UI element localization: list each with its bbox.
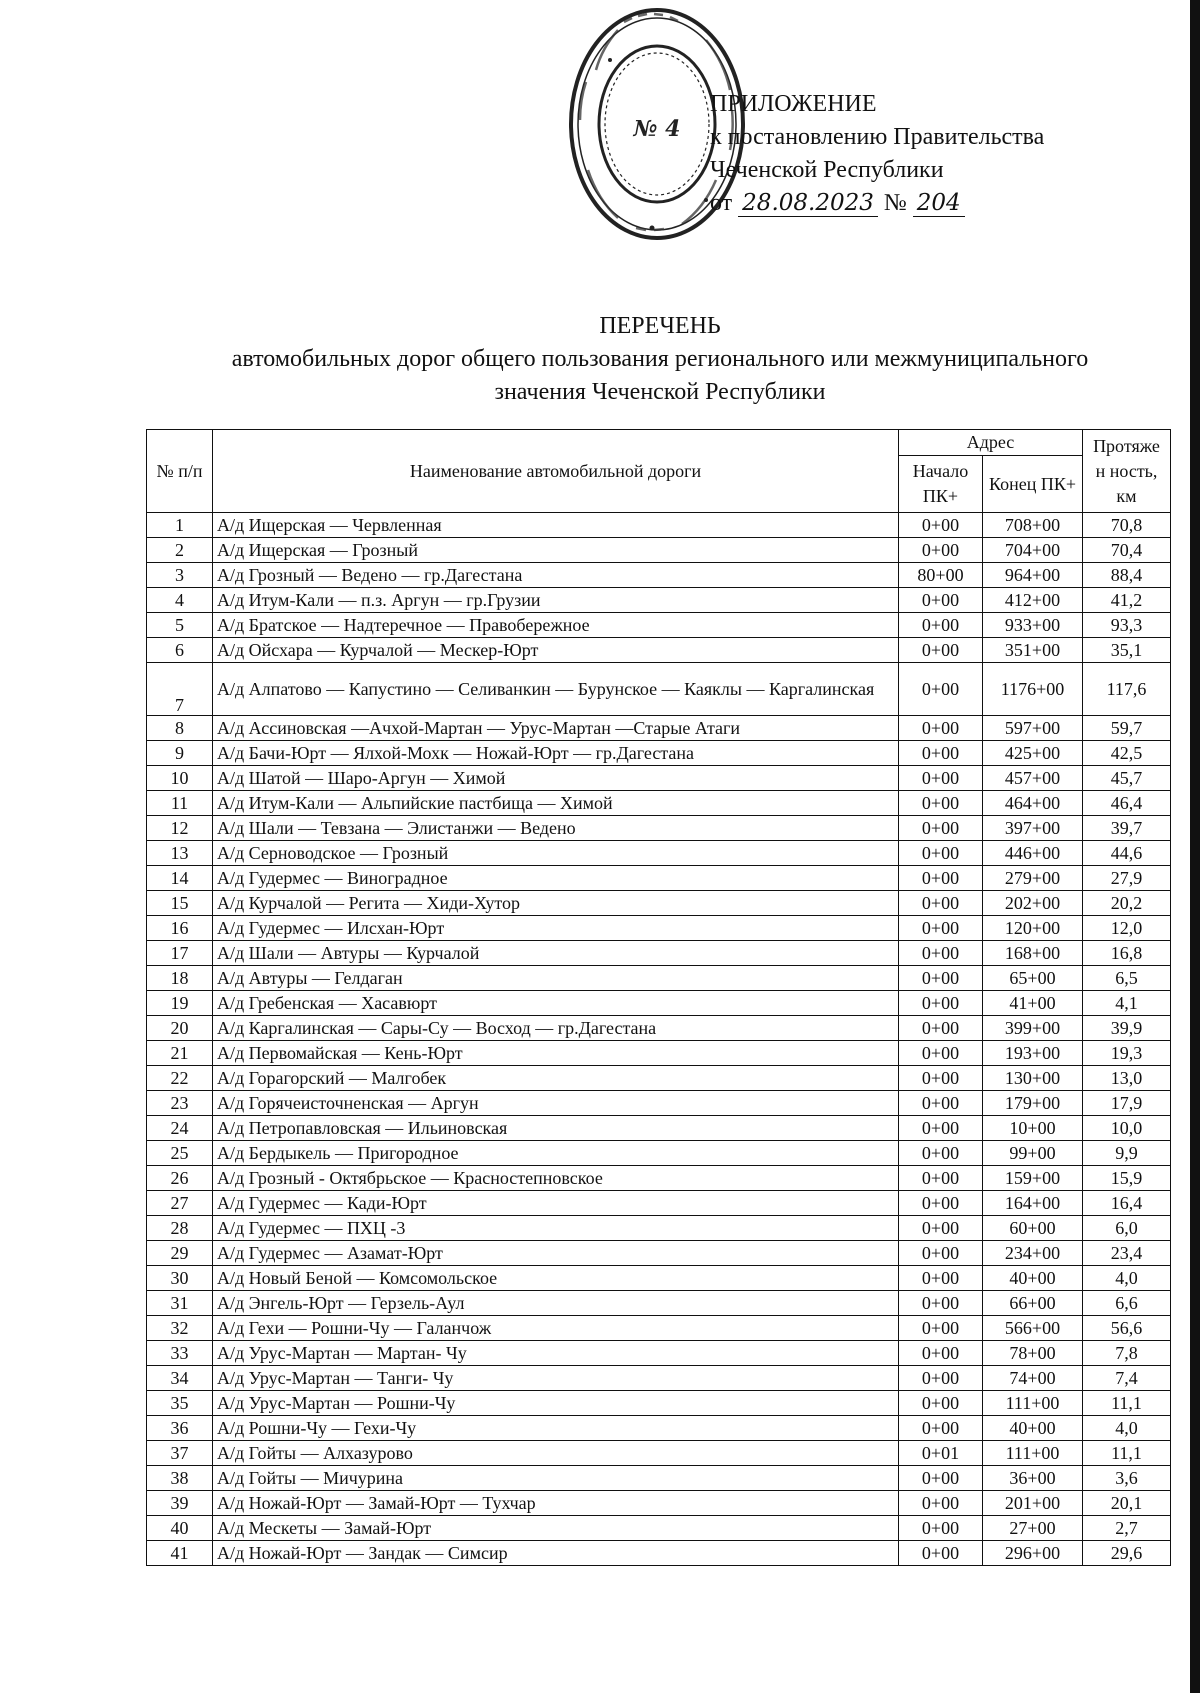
end-pk: 457+00 [983, 766, 1083, 791]
handwritten-date: 28.08.2023 [738, 190, 878, 217]
row-number: 14 [147, 866, 213, 891]
start-pk: 0+00 [899, 1016, 983, 1041]
row-number: 15 [147, 891, 213, 916]
end-pk: 446+00 [983, 841, 1083, 866]
end-pk: 201+00 [983, 1491, 1083, 1516]
end-pk: 60+00 [983, 1216, 1083, 1241]
header-number: № п/п [147, 430, 213, 513]
road-name: А/д Гойты — Алхазурово [213, 1441, 899, 1466]
table-row [147, 816, 1171, 841]
start-pk: 0+00 [899, 766, 983, 791]
row-number: 29 [147, 1241, 213, 1266]
table-row [147, 1341, 1171, 1366]
length-km: 6,6 [1083, 1291, 1171, 1316]
appendix-subtitle: к постановлению Правительства [710, 124, 1045, 150]
header-address: Адрес [899, 430, 1083, 456]
end-pk: 397+00 [983, 816, 1083, 841]
start-pk: 0+00 [899, 1166, 983, 1191]
table-row [147, 1291, 1171, 1316]
end-pk: 111+00 [983, 1441, 1083, 1466]
start-pk: 0+00 [899, 916, 983, 941]
road-name: А/д Ищерская — Грозный [213, 538, 899, 563]
roads-table-body [147, 513, 1171, 1566]
table-row [147, 1391, 1171, 1416]
road-name: А/д Гудермес — Виноградное [213, 866, 899, 891]
start-pk: 0+00 [899, 638, 983, 663]
road-name: А/д Шатой — Шаро-Аргун — Химой [213, 766, 899, 791]
road-name: А/д Урус-Мартан — Рошни-Чу [213, 1391, 899, 1416]
road-name: А/д Гудермес — Азамат-Юрт [213, 1241, 899, 1266]
row-number: 18 [147, 966, 213, 991]
road-name: А/д Горячеисточненская — Аргун [213, 1091, 899, 1116]
road-name: А/д Первомайская — Кень-Юрт [213, 1041, 899, 1066]
row-number: 40 [147, 1516, 213, 1541]
start-pk: 0+00 [899, 1066, 983, 1091]
length-km: 35,1 [1083, 638, 1171, 663]
end-pk: 10+00 [983, 1116, 1083, 1141]
road-name: А/д Бачи-Юрт — Ялхой-Мохк — Ножай-Юрт — гр.Дагестана [213, 741, 899, 766]
row-number: 13 [147, 841, 213, 866]
row-number: 27 [147, 1191, 213, 1216]
row-number: 39 [147, 1491, 213, 1516]
start-pk: 0+00 [899, 513, 983, 538]
start-pk: 0+00 [899, 1141, 983, 1166]
row-number: 38 [147, 1466, 213, 1491]
document-title [160, 310, 1160, 409]
end-pk: 41+00 [983, 991, 1083, 1016]
end-pk: 40+00 [983, 1416, 1083, 1441]
length-km: 70,8 [1083, 513, 1171, 538]
start-pk: 0+00 [899, 588, 983, 613]
row-number: 16 [147, 916, 213, 941]
row-number: 17 [147, 941, 213, 966]
table-row [147, 1316, 1171, 1341]
table-row [147, 766, 1171, 791]
appendix-header [710, 88, 1150, 220]
start-pk: 0+00 [899, 1091, 983, 1116]
seal-number: № 4 [633, 116, 681, 142]
table-row [147, 841, 1171, 866]
road-name: А/д Шали — Автуры — Курчалой [213, 941, 899, 966]
length-km: 9,9 [1083, 1141, 1171, 1166]
start-pk: 0+00 [899, 791, 983, 816]
table-row [147, 741, 1171, 766]
length-km: 17,9 [1083, 1091, 1171, 1116]
table-row [147, 1491, 1171, 1516]
length-km: 27,9 [1083, 866, 1171, 891]
row-number: 25 [147, 1141, 213, 1166]
end-pk: 933+00 [983, 613, 1083, 638]
length-km: 93,3 [1083, 613, 1171, 638]
row-number: 23 [147, 1091, 213, 1116]
length-km: 12,0 [1083, 916, 1171, 941]
start-pk: 0+00 [899, 891, 983, 916]
length-km: 29,6 [1083, 1541, 1171, 1566]
row-number: 7 [147, 663, 213, 716]
row-number: 12 [147, 816, 213, 841]
road-name: А/д Ножай-Юрт — Зандак — Симсир [213, 1541, 899, 1566]
end-pk: 202+00 [983, 891, 1083, 916]
length-km: 16,8 [1083, 941, 1171, 966]
row-number: 26 [147, 1166, 213, 1191]
end-pk: 168+00 [983, 941, 1083, 966]
table-row [147, 638, 1171, 663]
handwritten-number: 204 [913, 190, 965, 217]
end-pk: 566+00 [983, 1316, 1083, 1341]
table-row [147, 1016, 1171, 1041]
date-prefix: от [710, 190, 733, 216]
row-number: 32 [147, 1316, 213, 1341]
table-row [147, 1141, 1171, 1166]
road-name: А/д Гребенская — Хасавюрт [213, 991, 899, 1016]
start-pk: 0+00 [899, 866, 983, 891]
row-number: 3 [147, 563, 213, 588]
length-km: 41,2 [1083, 588, 1171, 613]
header-road-name: Наименование автомобильной дороги [213, 430, 899, 513]
road-name: А/д Шали — Тевзана — Элистанжи — Ведено [213, 816, 899, 841]
table-row [147, 1166, 1171, 1191]
road-name: А/д Урус-Мартан — Танги- Чу [213, 1366, 899, 1391]
start-pk: 0+00 [899, 741, 983, 766]
end-pk: 40+00 [983, 1266, 1083, 1291]
row-number: 4 [147, 588, 213, 613]
length-km: 59,7 [1083, 716, 1171, 741]
row-number: 19 [147, 991, 213, 1016]
length-km: 44,6 [1083, 841, 1171, 866]
road-name: А/д Гудермес — Илсхан-Юрт [213, 916, 899, 941]
road-name: А/д Ищерская — Червленная [213, 513, 899, 538]
length-km: 7,8 [1083, 1341, 1171, 1366]
start-pk: 0+00 [899, 538, 983, 563]
end-pk: 74+00 [983, 1366, 1083, 1391]
road-name: А/д Гудермес — Кади-Юрт [213, 1191, 899, 1216]
row-number: 36 [147, 1416, 213, 1441]
road-name: А/д Братское — Надтеречное — Правобережное [213, 613, 899, 638]
length-km: 11,1 [1083, 1391, 1171, 1416]
road-name: А/д Итум-Кали — п.з. Аргун — гр.Грузии [213, 588, 899, 613]
length-km: 11,1 [1083, 1441, 1171, 1466]
table-row [147, 866, 1171, 891]
road-name: А/д Урус-Мартан — Мартан- Чу [213, 1341, 899, 1366]
start-pk: 0+00 [899, 1116, 983, 1141]
start-pk: 0+00 [899, 1516, 983, 1541]
start-pk: 0+00 [899, 816, 983, 841]
row-number: 21 [147, 1041, 213, 1066]
title-line-2: автомобильных дорог общего пользования регионального или межмуниципального [231, 346, 1089, 372]
start-pk: 0+00 [899, 1316, 983, 1341]
table-row [147, 663, 1171, 716]
length-km: 39,9 [1083, 1016, 1171, 1041]
road-name: А/д Рошни-Чу — Гехи-Чу [213, 1416, 899, 1441]
start-pk: 0+00 [899, 663, 983, 716]
table-row [147, 538, 1171, 563]
table-row [147, 563, 1171, 588]
length-km: 70,4 [1083, 538, 1171, 563]
end-pk: 1176+00 [983, 663, 1083, 716]
row-number: 22 [147, 1066, 213, 1091]
row-number: 41 [147, 1541, 213, 1566]
table-row [147, 941, 1171, 966]
end-pk: 425+00 [983, 741, 1083, 766]
road-name: А/д Алпатово — Капустино — Селиванкин — Бурунское — Каяклы — Каргалинская [213, 663, 899, 716]
length-km: 45,7 [1083, 766, 1171, 791]
end-pk: 66+00 [983, 1291, 1083, 1316]
end-pk: 193+00 [983, 1041, 1083, 1066]
table-row [147, 1516, 1171, 1541]
road-name: А/д Ассиновская —Ачхой-Мартан — Урус-Мартан —Старые Атаги [213, 716, 899, 741]
table-row [147, 1041, 1171, 1066]
start-pk: 0+00 [899, 1491, 983, 1516]
length-km: 16,4 [1083, 1191, 1171, 1216]
table-row [147, 613, 1171, 638]
road-name: А/д Горагорский — Малгобек [213, 1066, 899, 1091]
length-km: 10,0 [1083, 1116, 1171, 1141]
road-name: А/д Каргалинская — Сары-Су — Восход — гр.Дагестана [213, 1016, 899, 1041]
table-row [147, 916, 1171, 941]
end-pk: 36+00 [983, 1466, 1083, 1491]
table-row [147, 513, 1171, 538]
road-name: А/д Бердыкель — Пригородное [213, 1141, 899, 1166]
road-name: А/д Энгель-Юрт — Герзель-Аул [213, 1291, 899, 1316]
table-row [147, 1441, 1171, 1466]
header-length: Протяже н ность, км [1083, 430, 1171, 513]
start-pk: 0+00 [899, 1416, 983, 1441]
row-number: 9 [147, 741, 213, 766]
length-km: 6,5 [1083, 966, 1171, 991]
end-pk: 704+00 [983, 538, 1083, 563]
length-km: 6,0 [1083, 1216, 1171, 1241]
scan-page-edge [1190, 0, 1200, 1693]
start-pk: 80+00 [899, 563, 983, 588]
start-pk: 0+00 [899, 1366, 983, 1391]
appendix-republic: Чеченской Республики [710, 157, 944, 183]
end-pk: 120+00 [983, 916, 1083, 941]
row-number: 34 [147, 1366, 213, 1391]
table-row [147, 1091, 1171, 1116]
road-name: А/д Гехи — Рошни-Чу — Галанчож [213, 1316, 899, 1341]
start-pk: 0+00 [899, 1241, 983, 1266]
start-pk: 0+00 [899, 1341, 983, 1366]
length-km: 20,1 [1083, 1491, 1171, 1516]
table-row [147, 1216, 1171, 1241]
row-number: 33 [147, 1341, 213, 1366]
row-number: 31 [147, 1291, 213, 1316]
start-pk: 0+00 [899, 1291, 983, 1316]
end-pk: 159+00 [983, 1166, 1083, 1191]
row-number: 5 [147, 613, 213, 638]
start-pk: 0+00 [899, 1541, 983, 1566]
table-row [147, 791, 1171, 816]
road-name: А/д Ойсхара — Курчалой — Мескер-Юрт [213, 638, 899, 663]
header-start: Начало ПК+ [899, 456, 983, 513]
length-km: 39,7 [1083, 816, 1171, 841]
length-km: 4,1 [1083, 991, 1171, 1016]
length-km: 56,6 [1083, 1316, 1171, 1341]
road-name: А/д Гойты — Мичурина [213, 1466, 899, 1491]
start-pk: 0+00 [899, 941, 983, 966]
appendix-date-line [710, 187, 1150, 220]
row-number: 8 [147, 716, 213, 741]
table-row [147, 891, 1171, 916]
road-name: А/д Ножай-Юрт — Замай-Юрт — Тухчар [213, 1491, 899, 1516]
start-pk: 0+00 [899, 613, 983, 638]
table-row [147, 1266, 1171, 1291]
start-pk: 0+00 [899, 1216, 983, 1241]
table-row [147, 1416, 1171, 1441]
table-row [147, 991, 1171, 1016]
table-row [147, 1191, 1171, 1216]
start-pk: 0+00 [899, 1191, 983, 1216]
end-pk: 597+00 [983, 716, 1083, 741]
length-km: 23,4 [1083, 1241, 1171, 1266]
start-pk: 0+00 [899, 966, 983, 991]
length-km: 46,4 [1083, 791, 1171, 816]
end-pk: 179+00 [983, 1091, 1083, 1116]
title-line-3: значения Чеченской Республики [494, 379, 826, 405]
end-pk: 111+00 [983, 1391, 1083, 1416]
number-prefix: № [883, 190, 907, 216]
start-pk: 0+00 [899, 1041, 983, 1066]
end-pk: 130+00 [983, 1066, 1083, 1091]
length-km: 4,0 [1083, 1266, 1171, 1291]
appendix-title: ПРИЛОЖЕНИЕ [710, 91, 877, 117]
table-row [147, 1066, 1171, 1091]
end-pk: 351+00 [983, 638, 1083, 663]
row-number: 2 [147, 538, 213, 563]
row-number: 6 [147, 638, 213, 663]
row-number: 24 [147, 1116, 213, 1141]
roads-table [146, 429, 1171, 1566]
row-number: 20 [147, 1016, 213, 1041]
road-name: А/д Автуры — Гелдаган [213, 966, 899, 991]
length-km: 19,3 [1083, 1041, 1171, 1066]
table-row [147, 1466, 1171, 1491]
end-pk: 234+00 [983, 1241, 1083, 1266]
road-name: А/д Гудермес — ПХЦ -3 [213, 1216, 899, 1241]
end-pk: 78+00 [983, 1341, 1083, 1366]
road-name: А/д Мескеты — Замай-Юрт [213, 1516, 899, 1541]
start-pk: 0+00 [899, 1466, 983, 1491]
road-name: А/д Итум-Кали — Альпийские пастбища — Химой [213, 791, 899, 816]
end-pk: 27+00 [983, 1516, 1083, 1541]
table-row [147, 1116, 1171, 1141]
header-end: Конец ПК+ [983, 456, 1083, 513]
end-pk: 65+00 [983, 966, 1083, 991]
length-km: 88,4 [1083, 563, 1171, 588]
length-km: 4,0 [1083, 1416, 1171, 1441]
table-row [147, 1241, 1171, 1266]
length-km: 42,5 [1083, 741, 1171, 766]
end-pk: 399+00 [983, 1016, 1083, 1041]
end-pk: 464+00 [983, 791, 1083, 816]
length-km: 117,6 [1083, 663, 1171, 716]
length-km: 15,9 [1083, 1166, 1171, 1191]
table-row [147, 1366, 1171, 1391]
row-number: 11 [147, 791, 213, 816]
row-number: 35 [147, 1391, 213, 1416]
start-pk: 0+01 [899, 1441, 983, 1466]
road-name: А/д Грозный — Ведено — гр.Дагестана [213, 563, 899, 588]
row-number: 37 [147, 1441, 213, 1466]
end-pk: 279+00 [983, 866, 1083, 891]
row-number: 10 [147, 766, 213, 791]
end-pk: 99+00 [983, 1141, 1083, 1166]
start-pk: 0+00 [899, 841, 983, 866]
table-row [147, 588, 1171, 613]
length-km: 20,2 [1083, 891, 1171, 916]
road-name: А/д Грозный - Октябрьское — Красностепновское [213, 1166, 899, 1191]
start-pk: 0+00 [899, 1266, 983, 1291]
table-row [147, 1541, 1171, 1566]
length-km: 2,7 [1083, 1516, 1171, 1541]
end-pk: 412+00 [983, 588, 1083, 613]
end-pk: 964+00 [983, 563, 1083, 588]
road-name: А/д Серноводское — Грозный [213, 841, 899, 866]
end-pk: 296+00 [983, 1541, 1083, 1566]
title-line-1: ПЕРЕЧЕНЬ [599, 313, 721, 339]
end-pk: 708+00 [983, 513, 1083, 538]
start-pk: 0+00 [899, 1391, 983, 1416]
road-name: А/д Курчалой — Регита — Хиди-Хутор [213, 891, 899, 916]
length-km: 3,6 [1083, 1466, 1171, 1491]
road-name: А/д Новый Беной — Комсомольское [213, 1266, 899, 1291]
length-km: 13,0 [1083, 1066, 1171, 1091]
table-row [147, 716, 1171, 741]
row-number: 30 [147, 1266, 213, 1291]
table-row [147, 966, 1171, 991]
length-km: 7,4 [1083, 1366, 1171, 1391]
start-pk: 0+00 [899, 716, 983, 741]
end-pk: 164+00 [983, 1191, 1083, 1216]
road-name: А/д Петропавловская — Ильиновская [213, 1116, 899, 1141]
row-number: 1 [147, 513, 213, 538]
start-pk: 0+00 [899, 991, 983, 1016]
row-number: 28 [147, 1216, 213, 1241]
